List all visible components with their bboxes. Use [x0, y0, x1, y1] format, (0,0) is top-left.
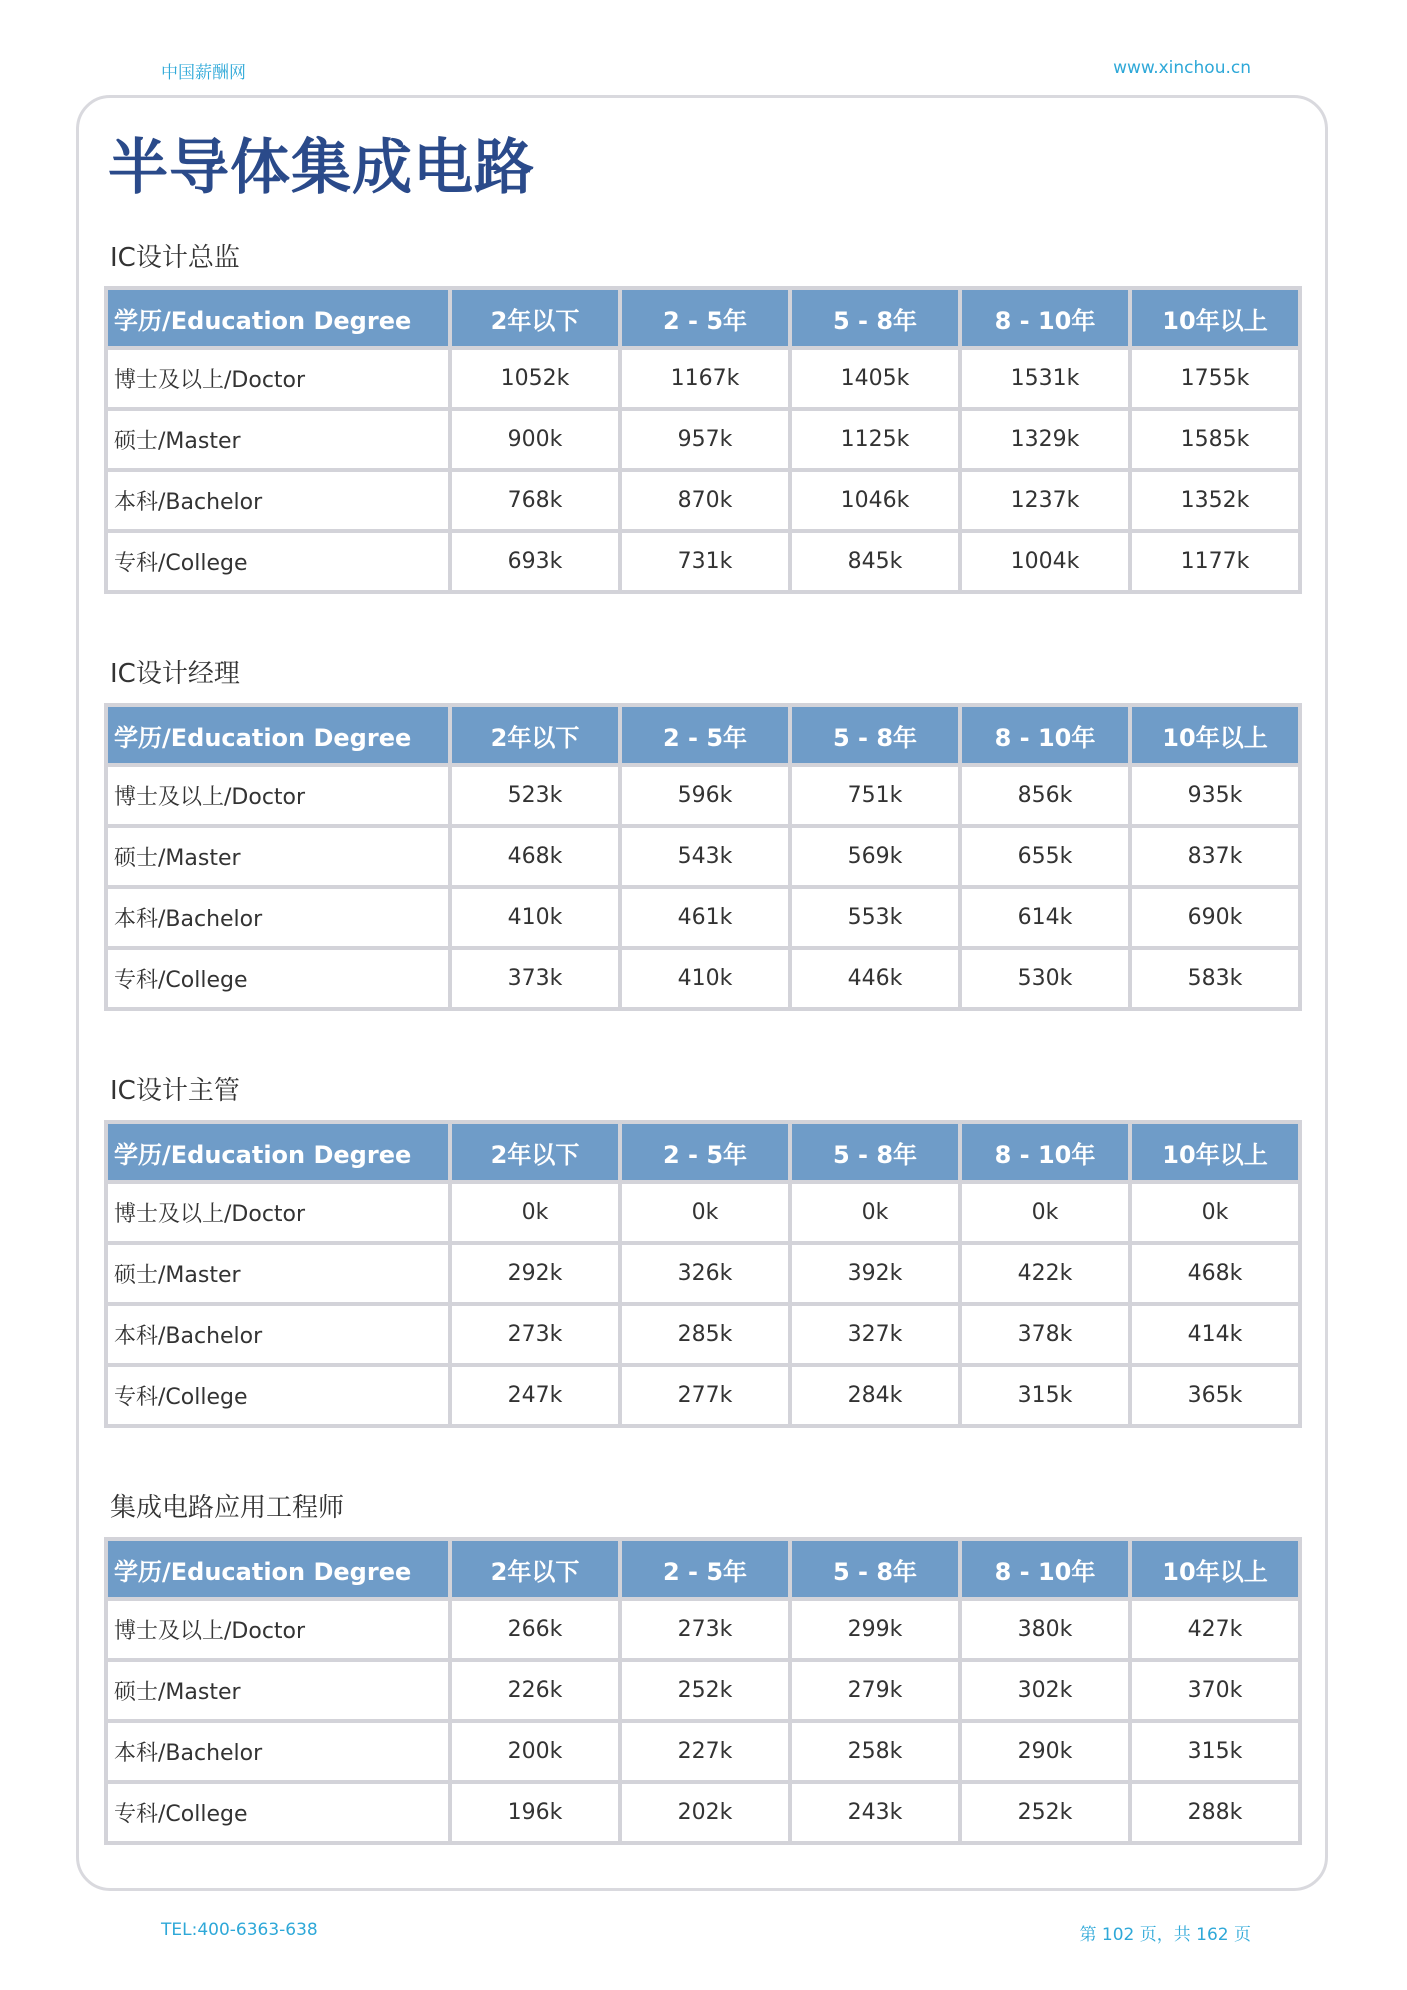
header-col-3: 5 - 8年 — [792, 707, 958, 763]
header-col-2: 2 - 5年 — [622, 1124, 788, 1180]
table-cell: 200k — [452, 1723, 618, 1780]
table-cell: 768k — [452, 472, 618, 529]
table-row — [108, 1723, 1298, 1780]
salary-table-3 — [104, 1120, 1302, 1428]
header-col-3: 5 - 8年 — [792, 1541, 958, 1597]
table-row — [108, 1662, 1298, 1719]
table-cell: 247k — [452, 1367, 618, 1424]
row-label: 专科/College — [108, 950, 448, 1007]
table-cell: 1585k — [1132, 411, 1298, 468]
row-label: 硕士/Master — [108, 1662, 448, 1719]
row-label: 专科/College — [108, 533, 448, 590]
row-label: 博士及以上/Doctor — [108, 350, 448, 407]
salary-table-2 — [104, 703, 1302, 1011]
row-label: 本科/Bachelor — [108, 472, 448, 529]
table-row — [108, 1784, 1298, 1841]
header-degree: 学历/Education Degree — [108, 290, 448, 346]
header-col-4: 8 - 10年 — [962, 290, 1128, 346]
table-cell: 693k — [452, 533, 618, 590]
table-cell: 302k — [962, 1662, 1128, 1719]
header-col-4: 8 - 10年 — [962, 707, 1128, 763]
row-label: 专科/College — [108, 1367, 448, 1424]
footer-page-info: 第 102 页，共 162 页 — [1079, 1925, 1251, 1945]
site-url[interactable]: www.xinchou.cn — [1113, 58, 1251, 78]
header-col-5: 10年以上 — [1132, 707, 1298, 763]
table-cell: 373k — [452, 950, 618, 1007]
header-col-2: 2 - 5年 — [622, 707, 788, 763]
table-cell: 277k — [622, 1367, 788, 1424]
table-cell: 299k — [792, 1601, 958, 1658]
table-cell: 284k — [792, 1367, 958, 1424]
row-label: 博士及以上/Doctor — [108, 767, 448, 824]
row-label: 本科/Bachelor — [108, 1723, 448, 1780]
table-cell: 258k — [792, 1723, 958, 1780]
table-cell: 327k — [792, 1306, 958, 1363]
header-degree: 学历/Education Degree — [108, 1124, 448, 1180]
table-cell: 1052k — [452, 350, 618, 407]
table-header-row — [108, 290, 1298, 346]
section-title-2: IC设计经理 — [110, 659, 240, 689]
table-cell: 1329k — [962, 411, 1128, 468]
table-cell: 410k — [622, 950, 788, 1007]
table-cell: 226k — [452, 1662, 618, 1719]
table-cell: 414k — [1132, 1306, 1298, 1363]
site-name: 中国薪酬网 — [161, 63, 246, 83]
table-cell: 751k — [792, 767, 958, 824]
section-title-1: IC设计总监 — [110, 243, 240, 273]
header-degree: 学历/Education Degree — [108, 1541, 448, 1597]
header-col-3: 5 - 8年 — [792, 290, 958, 346]
table-cell: 252k — [622, 1662, 788, 1719]
table-cell: 523k — [452, 767, 618, 824]
section-title-3: IC设计主管 — [110, 1076, 240, 1106]
table-row — [108, 767, 1298, 824]
table-cell: 1167k — [622, 350, 788, 407]
table-cell: 731k — [622, 533, 788, 590]
table-cell: 935k — [1132, 767, 1298, 824]
table-cell: 292k — [452, 1245, 618, 1302]
table-cell: 410k — [452, 889, 618, 946]
table-row — [108, 350, 1298, 407]
table-cell: 370k — [1132, 1662, 1298, 1719]
table-cell: 227k — [622, 1723, 788, 1780]
table-row — [108, 828, 1298, 885]
table-header-row — [108, 1124, 1298, 1180]
table-cell: 1004k — [962, 533, 1128, 590]
table-cell: 196k — [452, 1784, 618, 1841]
section-title-4: 集成电路应用工程师 — [110, 1493, 345, 1523]
table-row — [108, 889, 1298, 946]
row-label: 本科/Bachelor — [108, 889, 448, 946]
table-cell: 288k — [1132, 1784, 1298, 1841]
table-cell: 252k — [962, 1784, 1128, 1841]
table-cell: 837k — [1132, 828, 1298, 885]
header-degree: 学历/Education Degree — [108, 707, 448, 763]
row-label: 硕士/Master — [108, 1245, 448, 1302]
header-col-2: 2 - 5年 — [622, 290, 788, 346]
table-cell: 315k — [962, 1367, 1128, 1424]
table-cell: 957k — [622, 411, 788, 468]
table-header-row — [108, 1541, 1298, 1597]
table-cell: 326k — [622, 1245, 788, 1302]
table-cell: 845k — [792, 533, 958, 590]
table-cell: 1755k — [1132, 350, 1298, 407]
table-cell: 583k — [1132, 950, 1298, 1007]
header-col-5: 10年以上 — [1132, 290, 1298, 346]
salary-table-4 — [104, 1537, 1302, 1845]
table-cell: 378k — [962, 1306, 1128, 1363]
table-cell: 285k — [622, 1306, 788, 1363]
table-cell: 1046k — [792, 472, 958, 529]
table-cell: 273k — [622, 1601, 788, 1658]
row-label: 硕士/Master — [108, 411, 448, 468]
header-col-4: 8 - 10年 — [962, 1541, 1128, 1597]
header-col-1: 2年以下 — [452, 290, 618, 346]
table-cell: 1125k — [792, 411, 958, 468]
table-cell: 427k — [1132, 1601, 1298, 1658]
table-cell: 856k — [962, 767, 1128, 824]
table-cell: 290k — [962, 1723, 1128, 1780]
table-row — [108, 411, 1298, 468]
table-cell: 279k — [792, 1662, 958, 1719]
table-row — [108, 1184, 1298, 1241]
table-row — [108, 1306, 1298, 1363]
table-cell: 530k — [962, 950, 1128, 1007]
table-cell: 380k — [962, 1601, 1128, 1658]
header-col-1: 2年以下 — [452, 1124, 618, 1180]
header-col-4: 8 - 10年 — [962, 1124, 1128, 1180]
table-cell: 1405k — [792, 350, 958, 407]
row-label: 本科/Bachelor — [108, 1306, 448, 1363]
table-cell: 1237k — [962, 472, 1128, 529]
table-cell: 202k — [622, 1784, 788, 1841]
table-cell: 0k — [962, 1184, 1128, 1241]
table-cell: 273k — [452, 1306, 618, 1363]
header-col-2: 2 - 5年 — [622, 1541, 788, 1597]
table-cell: 468k — [452, 828, 618, 885]
table-cell: 0k — [792, 1184, 958, 1241]
header-col-1: 2年以下 — [452, 1541, 618, 1597]
header-col-5: 10年以上 — [1132, 1124, 1298, 1180]
table-cell: 900k — [452, 411, 618, 468]
table-cell: 0k — [1132, 1184, 1298, 1241]
row-label: 博士及以上/Doctor — [108, 1601, 448, 1658]
header-col-1: 2年以下 — [452, 707, 618, 763]
table-cell: 461k — [622, 889, 788, 946]
header-col-5: 10年以上 — [1132, 1541, 1298, 1597]
table-cell: 870k — [622, 472, 788, 529]
table-row — [108, 950, 1298, 1007]
row-label: 博士及以上/Doctor — [108, 1184, 448, 1241]
header-col-3: 5 - 8年 — [792, 1124, 958, 1180]
table-cell: 690k — [1132, 889, 1298, 946]
table-cell: 596k — [622, 767, 788, 824]
table-cell: 446k — [792, 950, 958, 1007]
table-cell: 543k — [622, 828, 788, 885]
table-cell: 1177k — [1132, 533, 1298, 590]
table-cell: 315k — [1132, 1723, 1298, 1780]
row-label: 专科/College — [108, 1784, 448, 1841]
page-title: 半导体集成电路 — [108, 133, 535, 203]
salary-table-1 — [104, 286, 1302, 594]
table-cell: 468k — [1132, 1245, 1298, 1302]
table-cell: 553k — [792, 889, 958, 946]
table-cell: 569k — [792, 828, 958, 885]
table-cell: 243k — [792, 1784, 958, 1841]
table-row — [108, 1601, 1298, 1658]
row-label: 硕士/Master — [108, 828, 448, 885]
table-cell: 266k — [452, 1601, 618, 1658]
table-cell: 1352k — [1132, 472, 1298, 529]
table-row — [108, 1367, 1298, 1424]
table-row — [108, 472, 1298, 529]
table-cell: 0k — [452, 1184, 618, 1241]
table-cell: 392k — [792, 1245, 958, 1302]
table-cell: 614k — [962, 889, 1128, 946]
table-row — [108, 533, 1298, 590]
table-cell: 365k — [1132, 1367, 1298, 1424]
table-cell: 655k — [962, 828, 1128, 885]
table-cell: 0k — [622, 1184, 788, 1241]
table-cell: 422k — [962, 1245, 1128, 1302]
table-header-row — [108, 707, 1298, 763]
footer-phone: TEL:400-6363-638 — [161, 1920, 318, 1940]
table-row — [108, 1245, 1298, 1302]
table-cell: 1531k — [962, 350, 1128, 407]
